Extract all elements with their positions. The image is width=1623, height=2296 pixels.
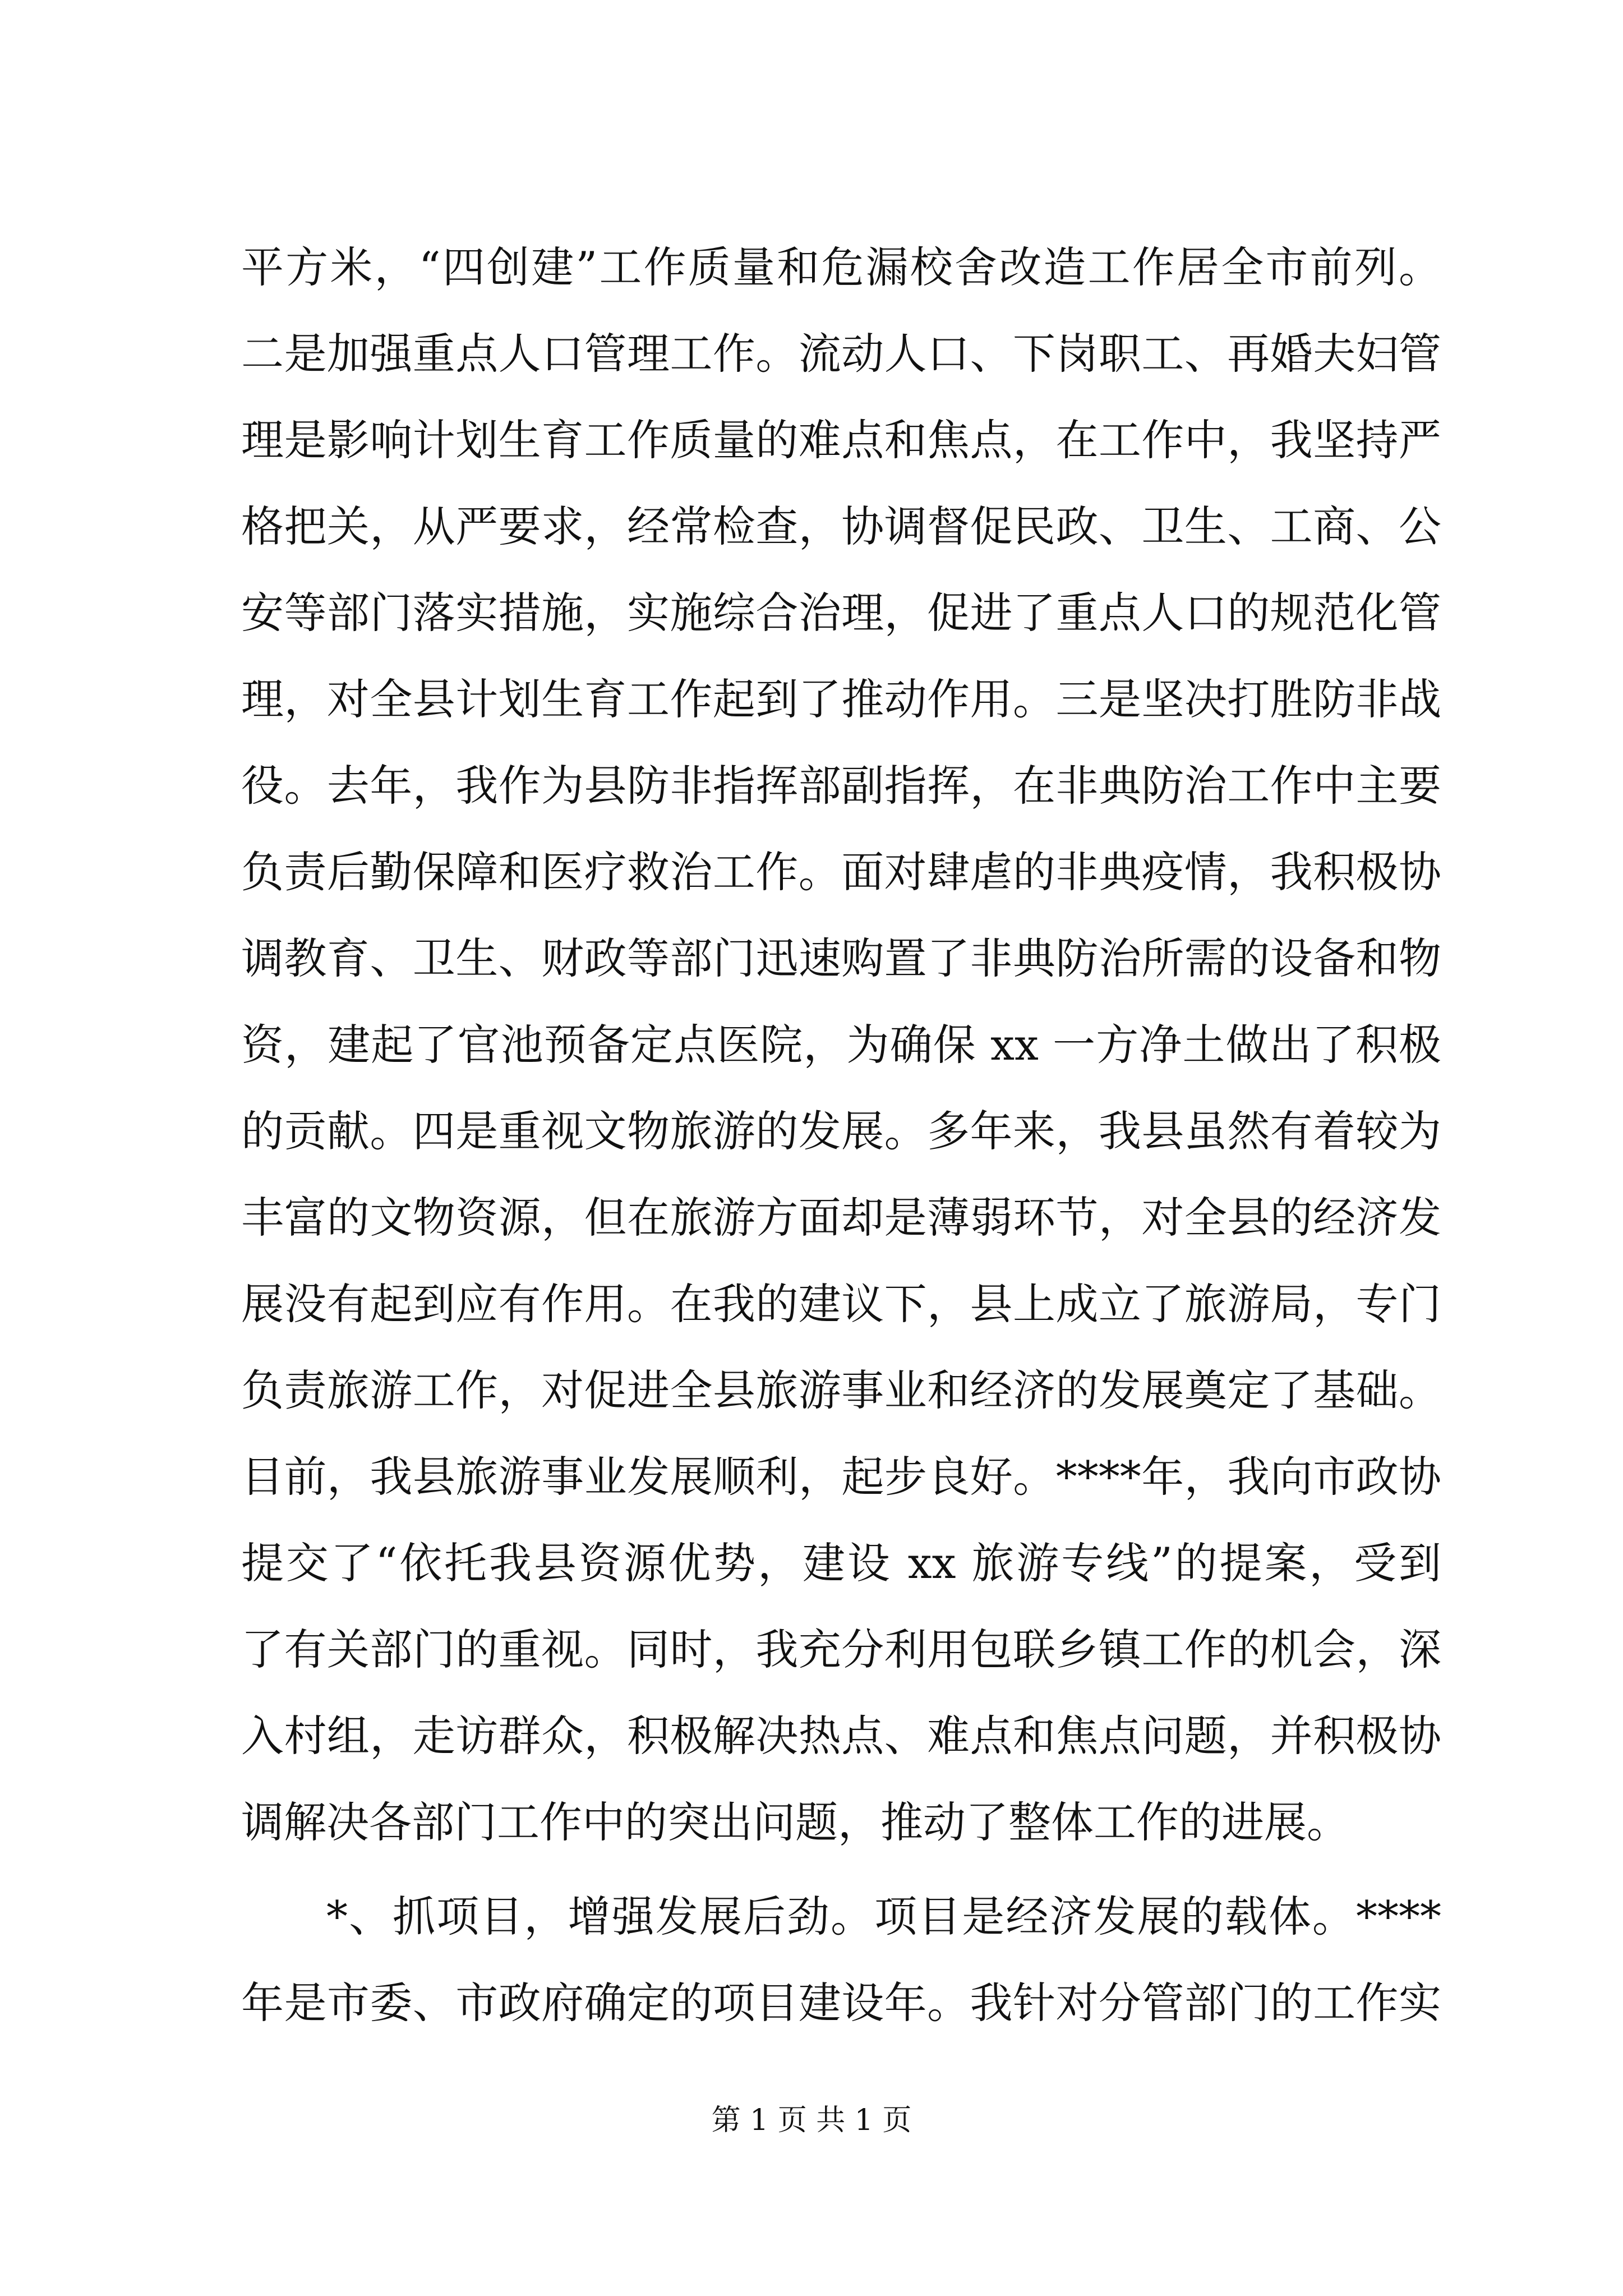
text-line: 理，对全县计划生育工作起到了推动作用。三是坚决打胜防非战 (241, 674, 1441, 724)
text-line: 二是加强重点人口管理工作。流动人口、下岗职工、再婚夫妇管 (241, 329, 1441, 379)
text-line: 丰富的文物资源，但在旅游方面却是薄弱环节，对全县的经济发 (241, 1193, 1441, 1243)
text-line: 平方米，“四创建”工作质量和危漏校舍改造工作居全市前列。 (241, 242, 1441, 292)
text-line: 理是影响计划生育工作质量的难点和焦点，在工作中，我坚持严 (241, 415, 1441, 465)
text-line: 了有关部门的重视。同时，我充分利用包联乡镇工作的机会，深 (241, 1625, 1441, 1674)
text-line: 负责旅游工作，对促进全县旅游事业和经济的发展奠定了基础。 (241, 1365, 1441, 1415)
text-line: *、抓项目，增强发展后劲。项目是经济发展的载体。**** (326, 1892, 1441, 1941)
text-line: 入村组，走访群众，积极解决热点、难点和焦点问题，并积极协 (241, 1711, 1441, 1761)
text-line: 格把关，从严要求，经常检查，协调督促民政、卫生、工商、公 (241, 501, 1441, 551)
text-line: 展没有起到应有作用。在我的建议下，县上成立了旅游局，专门 (241, 1279, 1441, 1329)
text-line: 安等部门落实措施，实施综合治理，促进了重点人口的规范化管 (241, 588, 1441, 638)
paragraph-gap (241, 1866, 1441, 1874)
page-footer: 第 1 页 共 1 页 (711, 2104, 912, 2137)
text-line: 资，建起了官池预备定点医院，为确保 xx 一方净土做出了积极 (241, 1020, 1441, 1070)
text-line: 调教育、卫生、财政等部门迅速购置了非典防治所需的设备和物 (241, 933, 1441, 983)
text-line: 年是市委、市政府确定的项目建设年。我针对分管部门的工作实 (241, 1978, 1441, 2028)
text-line: 役。去年，我作为县防非指挥部副指挥，在非典防治工作中主要 (241, 761, 1441, 811)
text-line: 目前，我县旅游事业发展顺利，起步良好。****年，我向市政协 (241, 1452, 1441, 1502)
document-body (241, 224, 1441, 2046)
text-line: 负责后勤保障和医疗救治工作。面对肆虐的非典疫情，我积极协 (241, 847, 1441, 897)
text-line: 调解决各部门工作中的突出问题，推动了整体工作的进展。 (241, 1797, 1349, 1847)
text-line: 提交了“依托我县资源优势，建设 xx 旅游专线”的提案，受到 (241, 1538, 1441, 1588)
text-line: 的贡献。四是重视文物旅游的发展。多年来，我县虽然有着较为 (241, 1106, 1441, 1156)
